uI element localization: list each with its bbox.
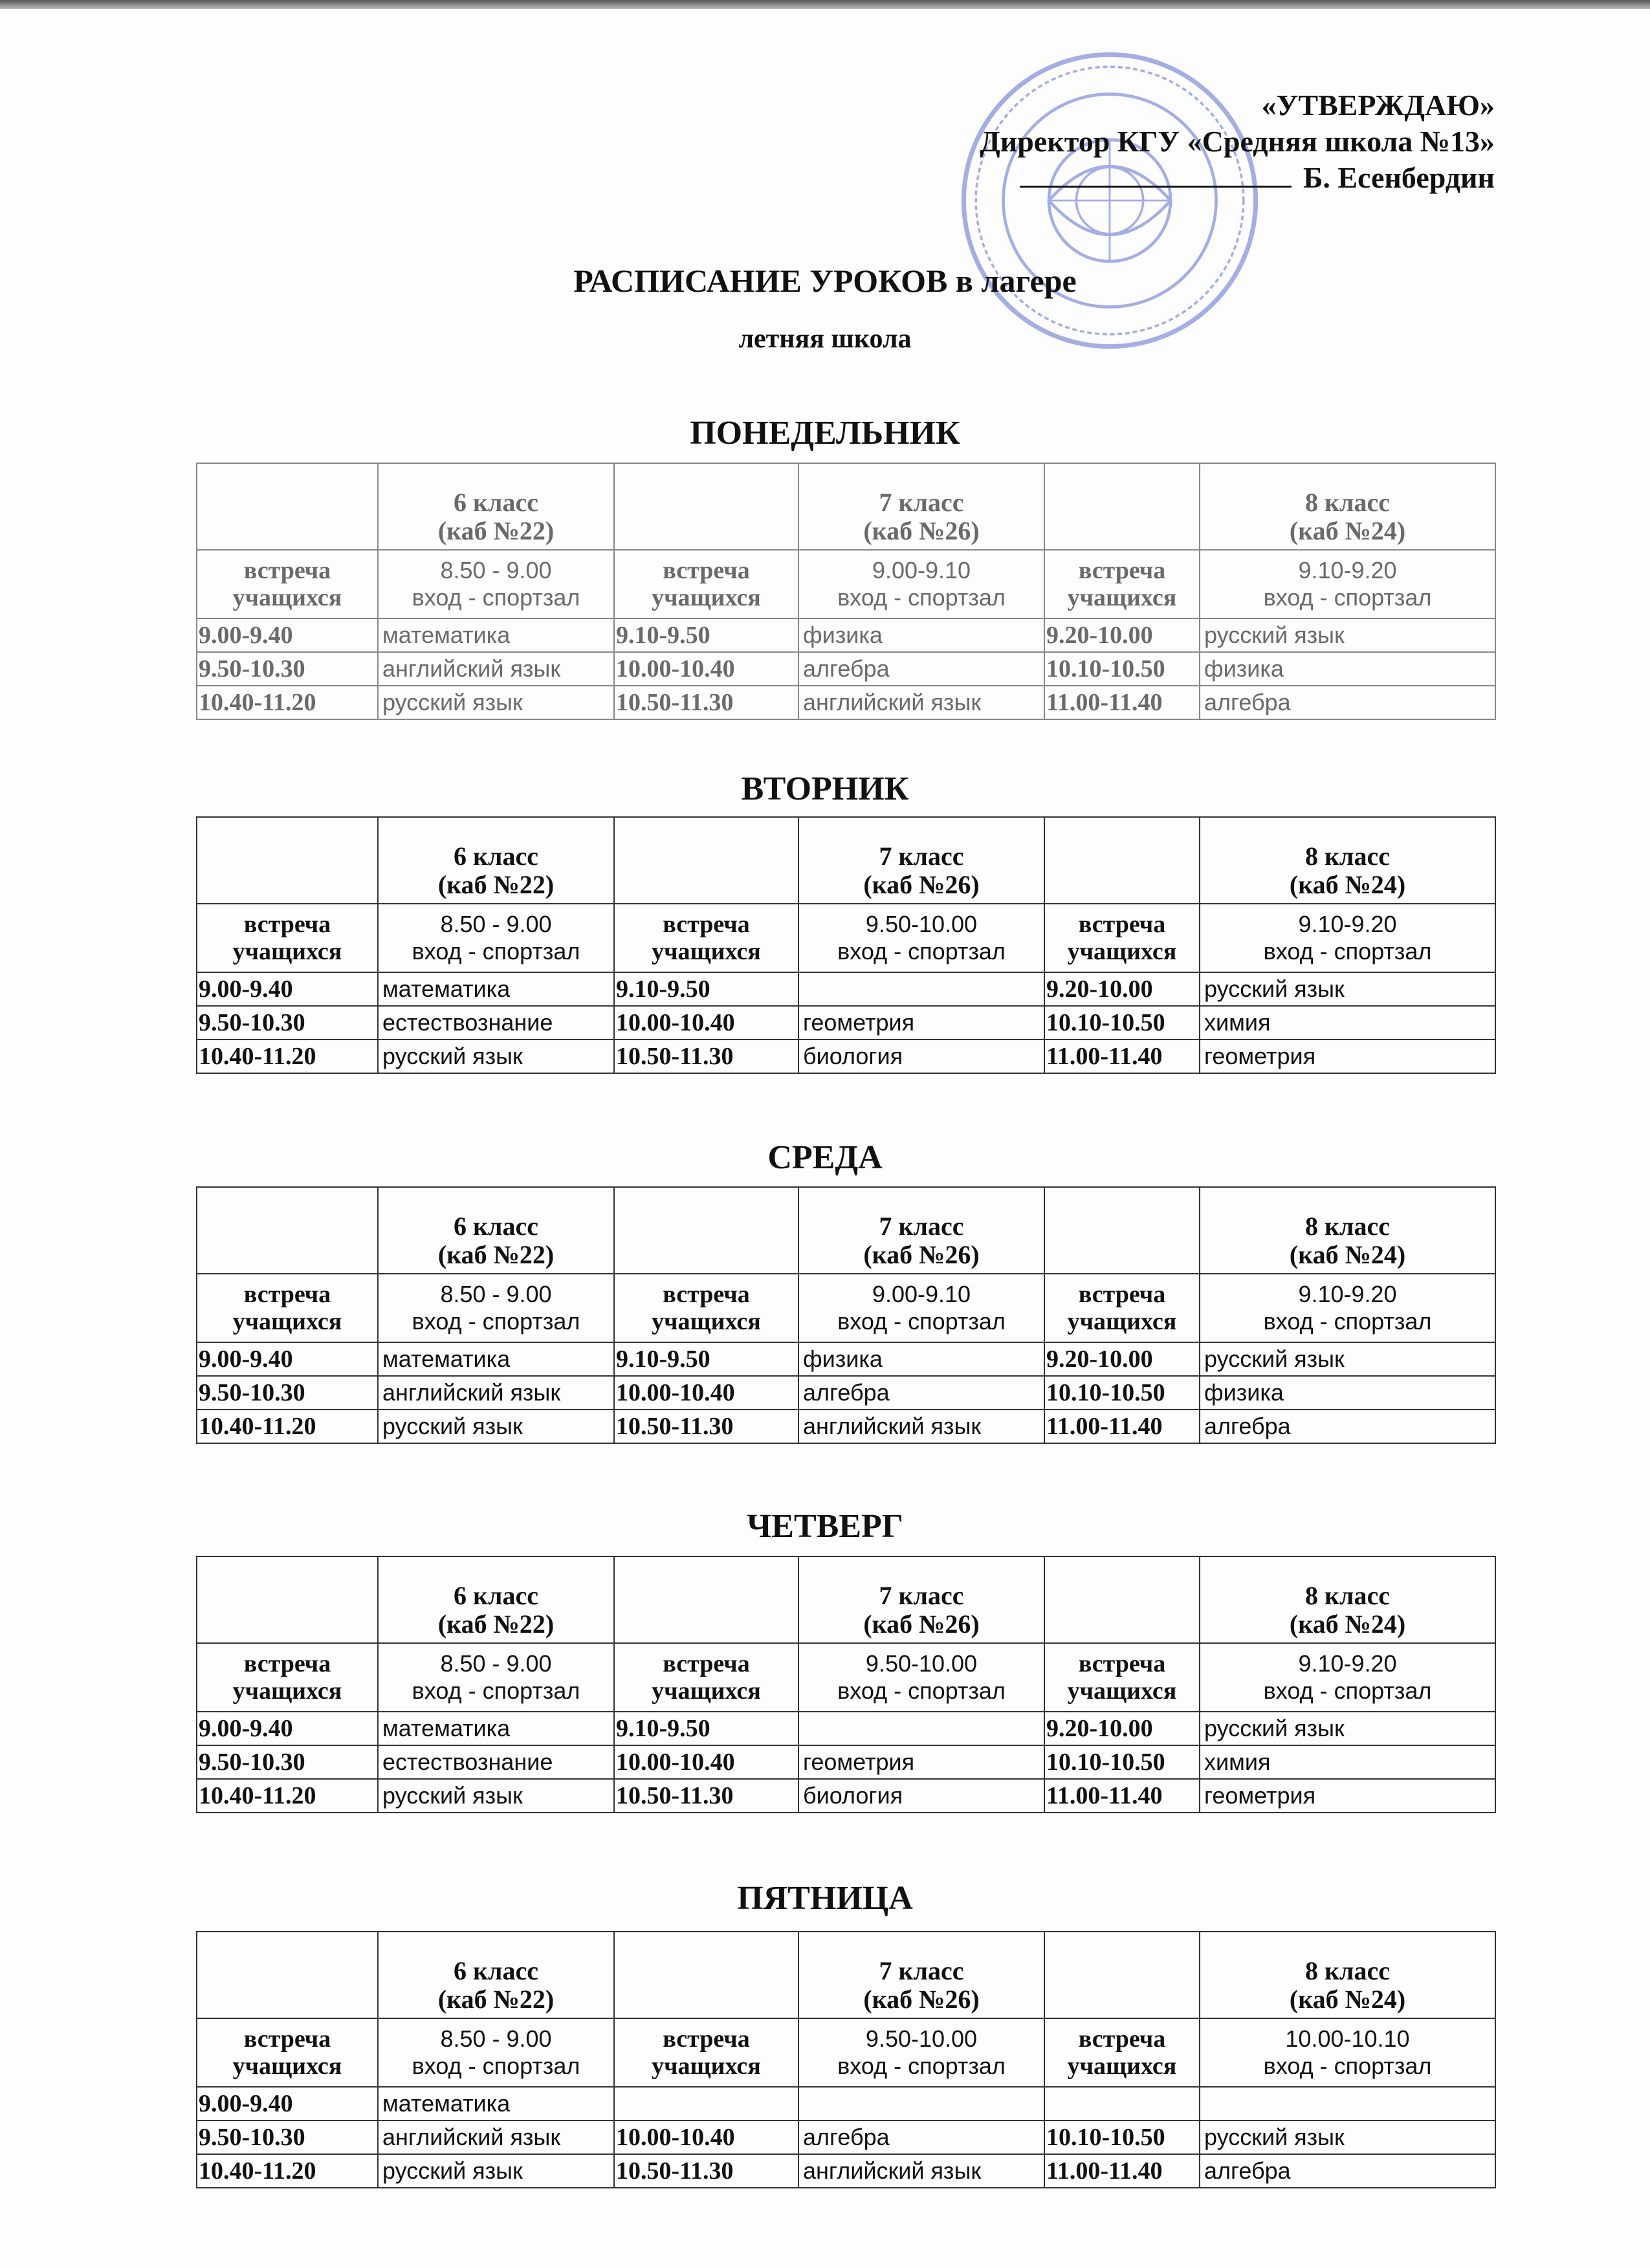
- lesson-subject: русский язык: [1200, 1342, 1495, 1376]
- lesson-time: 10.50-11.30: [614, 1040, 798, 1073]
- class-header: 8 класс (каб №24): [1200, 1556, 1495, 1643]
- lesson-subject: математика: [378, 618, 614, 652]
- lesson-subject: биология: [798, 1779, 1044, 1813]
- lesson-subject: русский язык: [1200, 1712, 1495, 1745]
- class-header-row: [197, 1932, 1495, 2018]
- day-title: ЧЕТВЕРГ: [747, 1508, 903, 1545]
- lesson-time: 9.10-9.50: [614, 618, 798, 652]
- lesson-subject: математика: [378, 2087, 614, 2121]
- schedule-table-monday: [196, 463, 1496, 720]
- lesson-time: 10.10-10.50: [1044, 2121, 1200, 2154]
- class-header-row: [197, 817, 1495, 904]
- lesson-time: 11.00-11.40: [1044, 2154, 1200, 2188]
- lesson-time: 9.00-9.40: [197, 1342, 378, 1376]
- lesson-time: 10.40-11.20: [197, 1410, 378, 1443]
- lesson-time: 11.00-11.40: [1044, 1410, 1200, 1443]
- empty-cell: [197, 1187, 378, 1274]
- lesson-time: 9.20-10.00: [1044, 972, 1200, 1006]
- lesson-time: 9.00-9.40: [197, 2087, 378, 2121]
- lesson-time: 10.10-10.50: [1044, 1376, 1200, 1410]
- lesson-subject: химия: [1200, 1006, 1495, 1040]
- meeting-value: 9.50-10.00 вход - спортзал: [798, 2018, 1044, 2087]
- lesson-subject: физика: [1200, 652, 1495, 686]
- lesson-row: [197, 1779, 1495, 1813]
- lesson-time: 9.00-9.40: [197, 972, 378, 1006]
- meeting-value: 9.50-10.00 вход - спортзал: [798, 1643, 1044, 1712]
- approval-block: [776, 87, 1495, 196]
- lesson-row: [197, 1342, 1495, 1376]
- lesson-subject: алгебра: [798, 652, 1044, 686]
- empty-cell: [1044, 817, 1200, 904]
- lesson-subject: физика: [1200, 1376, 1495, 1410]
- empty-cell: [1044, 1556, 1200, 1643]
- lesson-time: 9.50-10.30: [197, 1745, 378, 1779]
- signature-line: [1020, 160, 1292, 188]
- lesson-time: [614, 2087, 798, 2121]
- meeting-label: встреча учащихся: [197, 2018, 378, 2087]
- meeting-row: [197, 1274, 1495, 1342]
- meeting-label: встреча учащихся: [614, 1643, 798, 1712]
- meeting-value: 8.50 - 9.00 вход - спортзал: [378, 550, 614, 618]
- lesson-subject: математика: [378, 972, 614, 1006]
- lesson-subject: математика: [378, 1342, 614, 1376]
- meeting-label: встреча учащихся: [1044, 550, 1200, 618]
- lesson-time: 9.50-10.30: [197, 1006, 378, 1040]
- meeting-value: 9.10-9.20 вход - спортзал: [1200, 1643, 1495, 1712]
- lesson-row: [197, 972, 1495, 1006]
- meeting-value: 8.50 - 9.00 вход - спортзал: [378, 2018, 614, 2087]
- meeting-label: встреча учащихся: [1044, 1643, 1200, 1712]
- lesson-subject: химия: [1200, 1745, 1495, 1779]
- lesson-time: 9.00-9.40: [197, 618, 378, 652]
- class-header: 7 класс (каб №26): [798, 817, 1044, 904]
- lesson-subject: [798, 972, 1044, 1006]
- day-title: ВТОРНИК: [741, 770, 909, 807]
- lesson-subject: геометрия: [798, 1006, 1044, 1040]
- lesson-time: 9.00-9.40: [197, 1712, 378, 1745]
- meeting-label: встреча учащихся: [614, 2018, 798, 2087]
- schedule-table-friday: [196, 1931, 1496, 2188]
- approve-label: «УТВЕРЖДАЮ»: [1261, 89, 1495, 122]
- lesson-subject: биология: [798, 1040, 1044, 1073]
- day-title: ПОНЕДЕЛЬНИК: [690, 415, 960, 452]
- lesson-subject: геометрия: [798, 1745, 1044, 1779]
- lesson-row: [197, 1376, 1495, 1410]
- lesson-subject: математика: [378, 1712, 614, 1745]
- lesson-subject: [1200, 2087, 1495, 2121]
- meeting-label: встреча учащихся: [1044, 904, 1200, 972]
- meeting-row: [197, 1643, 1495, 1712]
- lesson-subject: алгебра: [1200, 1410, 1495, 1443]
- lesson-row: [197, 1006, 1495, 1040]
- lesson-row: [197, 1745, 1495, 1779]
- lesson-subject: физика: [798, 618, 1044, 652]
- class-header: 7 класс (каб №26): [798, 463, 1044, 550]
- lesson-time: 11.00-11.40: [1044, 1040, 1200, 1073]
- lesson-time: 10.40-11.20: [197, 2154, 378, 2188]
- lesson-subject: английский язык: [798, 2154, 1044, 2188]
- lesson-time: 10.00-10.40: [614, 1006, 798, 1040]
- meeting-label: встреча учащихся: [614, 1274, 798, 1342]
- class-header: 8 класс (каб №24): [1200, 817, 1495, 904]
- lesson-time: 10.40-11.20: [197, 1040, 378, 1073]
- lesson-row: [197, 1040, 1495, 1073]
- lesson-subject: алгебра: [798, 2121, 1044, 2154]
- meeting-label: встреча учащихся: [197, 1643, 378, 1712]
- lesson-time: 10.00-10.40: [614, 1376, 798, 1410]
- lesson-row: [197, 2154, 1495, 2188]
- class-header: 7 класс (каб №26): [798, 1932, 1044, 2018]
- lesson-subject: английский язык: [798, 686, 1044, 719]
- lesson-subject: русский язык: [378, 1410, 614, 1443]
- empty-cell: [614, 1187, 798, 1274]
- lesson-time: 10.50-11.30: [614, 1410, 798, 1443]
- class-header-row: [197, 463, 1495, 550]
- meeting-label: встреча учащихся: [614, 550, 798, 618]
- empty-cell: [1044, 1932, 1200, 2018]
- meeting-value: 9.00-9.10 вход - спортзал: [798, 550, 1044, 618]
- lesson-time: 10.10-10.50: [1044, 652, 1200, 686]
- empty-cell: [614, 463, 798, 550]
- class-header: 8 класс (каб №24): [1200, 463, 1495, 550]
- lesson-time: 9.50-10.30: [197, 1376, 378, 1410]
- lesson-time: 10.00-10.40: [614, 1745, 798, 1779]
- lesson-time: 10.50-11.30: [614, 2154, 798, 2188]
- class-header: 6 класс (каб №22): [378, 1556, 614, 1643]
- class-header: 6 класс (каб №22): [378, 1932, 614, 2018]
- lesson-time: 9.10-9.50: [614, 1712, 798, 1745]
- empty-cell: [197, 1932, 378, 2018]
- lesson-subject: алгебра: [1200, 686, 1495, 719]
- lesson-time: 10.40-11.20: [197, 1779, 378, 1813]
- lesson-time: 9.50-10.30: [197, 2121, 378, 2154]
- lesson-subject: русский язык: [378, 2154, 614, 2188]
- lesson-subject: геометрия: [1200, 1779, 1495, 1813]
- lesson-time: 10.00-10.40: [614, 652, 798, 686]
- lesson-time: 10.40-11.20: [197, 686, 378, 719]
- lesson-time: [1044, 2087, 1200, 2121]
- lesson-subject: алгебра: [1200, 2154, 1495, 2188]
- lesson-time: 11.00-11.40: [1044, 686, 1200, 719]
- meeting-value: 9.10-9.20 вход - спортзал: [1200, 1274, 1495, 1342]
- lesson-subject: геометрия: [1200, 1040, 1495, 1073]
- empty-cell: [197, 1556, 378, 1643]
- director-title: Директор КГУ «Средняя школа №13»: [980, 125, 1495, 158]
- schedule-table-wednesday: [196, 1186, 1496, 1444]
- page-subtitle: летняя школа: [738, 324, 912, 354]
- lesson-subject: алгебра: [798, 1376, 1044, 1410]
- meeting-label: встреча учащихся: [197, 550, 378, 618]
- lesson-time: 9.10-9.50: [614, 972, 798, 1006]
- meeting-label: встреча учащихся: [197, 1274, 378, 1342]
- meeting-row: [197, 904, 1495, 972]
- empty-cell: [614, 1556, 798, 1643]
- class-header-row: [197, 1556, 1495, 1643]
- day-title: ПЯТНИЦА: [737, 1880, 913, 1917]
- schedule-table-tuesday: [196, 816, 1496, 1074]
- class-header: 6 класс (каб №22): [378, 463, 614, 550]
- lesson-row: [197, 652, 1495, 686]
- lesson-subject: физика: [798, 1342, 1044, 1376]
- class-header-row: [197, 1187, 1495, 1274]
- meeting-label: встреча учащихся: [1044, 1274, 1200, 1342]
- empty-cell: [197, 463, 378, 550]
- lesson-time: 9.50-10.30: [197, 652, 378, 686]
- class-header: 6 класс (каб №22): [378, 817, 614, 904]
- lesson-subject: русский язык: [378, 686, 614, 719]
- meeting-value: 8.50 - 9.00 вход - спортзал: [378, 1643, 614, 1712]
- director-name: Б. Есенбердин: [1303, 161, 1495, 194]
- meeting-value: 9.50-10.00 вход - спортзал: [798, 904, 1044, 972]
- class-header: 8 класс (каб №24): [1200, 1932, 1495, 2018]
- lesson-time: 11.00-11.40: [1044, 1779, 1200, 1813]
- class-header: 7 класс (каб №26): [798, 1556, 1044, 1643]
- meeting-value: 10.00-10.10 вход - спортзал: [1200, 2018, 1495, 2087]
- meeting-label: встреча учащихся: [614, 904, 798, 972]
- meeting-value: 9.00-9.10 вход - спортзал: [798, 1274, 1044, 1342]
- lesson-time: 9.20-10.00: [1044, 1712, 1200, 1745]
- lesson-subject: русский язык: [1200, 2121, 1495, 2154]
- schedule-table-thursday: [196, 1556, 1496, 1813]
- class-header: 6 класс (каб №22): [378, 1187, 614, 1274]
- empty-cell: [1044, 1187, 1200, 1274]
- empty-cell: [614, 1932, 798, 2018]
- lesson-time: 10.10-10.50: [1044, 1006, 1200, 1040]
- lesson-row: [197, 618, 1495, 652]
- lesson-row: [197, 2087, 1495, 2121]
- meeting-row: [197, 550, 1495, 618]
- meeting-row: [197, 2018, 1495, 2087]
- lesson-time: 9.20-10.00: [1044, 1342, 1200, 1376]
- lesson-time: 10.50-11.30: [614, 686, 798, 719]
- lesson-subject: английский язык: [378, 1376, 614, 1410]
- empty-cell: [1044, 463, 1200, 550]
- meeting-label: встреча учащихся: [197, 904, 378, 972]
- empty-cell: [197, 817, 378, 904]
- meeting-value: 9.10-9.20 вход - спортзал: [1200, 550, 1495, 618]
- lesson-subject: [798, 2087, 1044, 2121]
- lesson-time: 9.20-10.00: [1044, 618, 1200, 652]
- meeting-value: 9.10-9.20 вход - спортзал: [1200, 904, 1495, 972]
- lesson-time: 10.00-10.40: [614, 2121, 798, 2154]
- class-header: 8 класс (каб №24): [1200, 1187, 1495, 1274]
- meeting-label: встреча учащихся: [1044, 2018, 1200, 2087]
- lesson-subject: [798, 1712, 1044, 1745]
- page-title: РАСПИСАНИЕ УРОКОВ в лагере: [573, 263, 1077, 299]
- lesson-time: 10.50-11.30: [614, 1779, 798, 1813]
- lesson-row: [197, 686, 1495, 719]
- lesson-subject: русский язык: [378, 1779, 614, 1813]
- empty-cell: [614, 817, 798, 904]
- lesson-subject: русский язык: [1200, 618, 1495, 652]
- lesson-subject: русский язык: [1200, 972, 1495, 1006]
- lesson-subject: естествознание: [378, 1006, 614, 1040]
- lesson-row: [197, 2121, 1495, 2154]
- class-header: 7 класс (каб №26): [798, 1187, 1044, 1274]
- day-title: СРЕДА: [767, 1139, 883, 1176]
- scan-edge: [0, 0, 1650, 9]
- meeting-value: 8.50 - 9.00 вход - спортзал: [378, 1274, 614, 1342]
- lesson-time: 9.10-9.50: [614, 1342, 798, 1376]
- lesson-row: [197, 1712, 1495, 1745]
- meeting-value: 8.50 - 9.00 вход - спортзал: [378, 904, 614, 972]
- lesson-subject: русский язык: [378, 1040, 614, 1073]
- lesson-subject: английский язык: [798, 1410, 1044, 1443]
- lesson-subject: английский язык: [378, 652, 614, 686]
- lesson-subject: естествознание: [378, 1745, 614, 1779]
- lesson-row: [197, 1410, 1495, 1443]
- lesson-subject: английский язык: [378, 2121, 614, 2154]
- lesson-time: 10.10-10.50: [1044, 1745, 1200, 1779]
